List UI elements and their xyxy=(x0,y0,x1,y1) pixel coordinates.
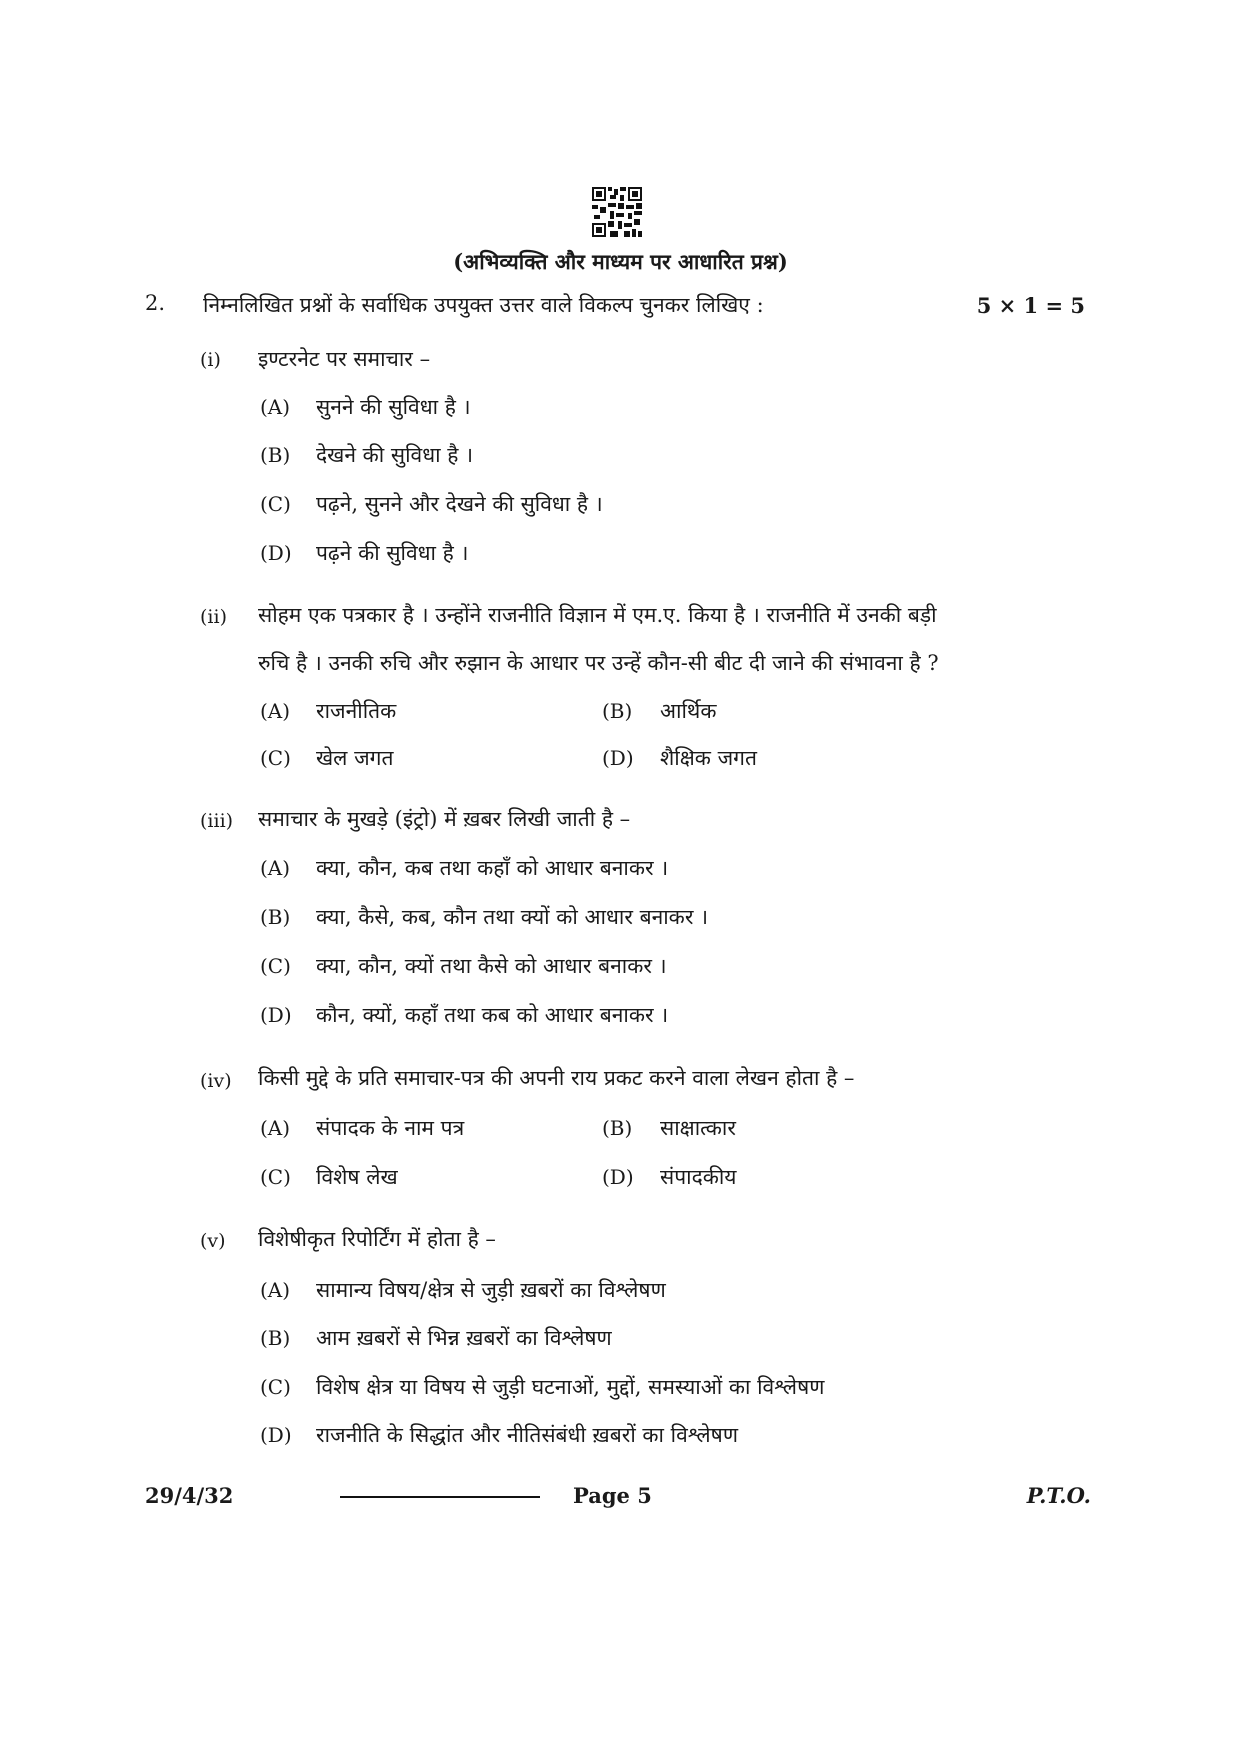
question-number: 2. xyxy=(145,291,166,315)
option-label: (C) xyxy=(260,492,291,516)
subquestion-number: (iii) xyxy=(200,810,234,832)
subquestion-text: समाचार के मुखड़े (इंट्रो) में ख़बर लिखी जाती है – xyxy=(258,807,631,831)
option-label: (C) xyxy=(260,1165,291,1189)
option-text: खेल जगत xyxy=(316,746,394,770)
option-label: (B) xyxy=(602,1116,633,1140)
subquestion-text: विशेषीकृत रिपोर्टिंग में होता है – xyxy=(258,1227,496,1251)
option-text: साक्षात्कार xyxy=(660,1116,736,1140)
page-number: Page 5 xyxy=(573,1483,652,1508)
question-instruction: निम्नलिखित प्रश्नों के सर्वाधिक उपयुक्त उत्तर वाले विकल्प चुनकर लिखिए : xyxy=(203,293,764,317)
option-text: देखने की सुविधा है । xyxy=(316,443,474,467)
subquestion-text: रुचि है । उनकी रुचि और रुझान के आधार पर उन्हें कौन-सी बीट दी जाने की संभावना है ? xyxy=(258,651,939,675)
option-label: (A) xyxy=(260,856,291,880)
option-label: (D) xyxy=(260,541,292,565)
option-text: विशेष लेख xyxy=(316,1165,398,1189)
option-text: सुनने की सुविधा है । xyxy=(316,395,471,419)
option-text: क्या, कैसे, कब, कौन तथा क्यों को आधार बनाकर । xyxy=(316,905,709,929)
section-title: (अभिव्यक्ति और माध्यम पर आधारित प्रश्न) xyxy=(453,249,788,274)
option-text: सामान्य विषय/क्षेत्र से जुड़ी ख़बरों का विश्लेषण xyxy=(316,1278,666,1302)
question-marks: 5 × 1 = 5 xyxy=(976,293,1085,318)
subquestion-number: (v) xyxy=(200,1230,226,1252)
option-text: संपादकीय xyxy=(660,1165,737,1189)
option-text: शैक्षिक जगत xyxy=(660,746,757,770)
option-text: राजनीतिक xyxy=(316,699,397,723)
option-label: (A) xyxy=(260,699,291,723)
option-text: आर्थिक xyxy=(660,699,717,723)
option-label: (A) xyxy=(260,1116,291,1140)
option-label: (D) xyxy=(260,1003,292,1027)
option-label: (B) xyxy=(260,1326,291,1350)
subquestion-text: सोहम एक पत्रकार है । उन्होंने राजनीति विज्ञान में एम.ए. किया है । राजनीति में उनकी बड़ी xyxy=(258,603,937,627)
subquestion-text: किसी मुद्दे के प्रति समाचार-पत्र की अपनी राय प्रकट करने वाला लेखन होता है – xyxy=(258,1066,855,1090)
pto-label: P.T.O. xyxy=(1026,1483,1091,1508)
option-label: (A) xyxy=(260,1278,291,1302)
option-text: कौन, क्यों, कहाँ तथा कब को आधार बनाकर । xyxy=(316,1003,669,1027)
option-label: (B) xyxy=(260,905,291,929)
option-text: विशेष क्षेत्र या विषय से जुड़ी घटनाओं, मुद्दों, समस्याओं का विश्लेषण xyxy=(316,1375,825,1399)
option-label: (B) xyxy=(602,699,633,723)
option-label: (C) xyxy=(260,954,291,978)
option-label: (D) xyxy=(602,1165,634,1189)
qr-code xyxy=(592,187,642,237)
option-label: (B) xyxy=(260,443,291,467)
option-text: क्या, कौन, कब तथा कहाँ को आधार बनाकर । xyxy=(316,856,669,880)
paper-code: 29/4/32 xyxy=(145,1483,234,1508)
option-label: (C) xyxy=(260,1375,291,1399)
option-label: (D) xyxy=(260,1423,292,1447)
subquestion-text: इण्टरनेट पर समाचार – xyxy=(258,347,431,371)
option-text: आम ख़बरों से भिन्न ख़बरों का विश्लेषण xyxy=(316,1326,612,1350)
option-text: पढ़ने की सुविधा है । xyxy=(316,541,469,565)
option-label: (A) xyxy=(260,395,291,419)
option-text: क्या, कौन, क्यों तथा कैसे को आधार बनाकर । xyxy=(316,954,667,978)
option-text: संपादक के नाम पत्र xyxy=(316,1116,465,1140)
footer-divider xyxy=(340,1496,540,1498)
subquestion-number: (i) xyxy=(200,349,221,371)
subquestion-number: (ii) xyxy=(200,606,227,628)
option-label: (C) xyxy=(260,746,291,770)
option-text: पढ़ने, सुनने और देखने की सुविधा है । xyxy=(316,492,603,516)
option-label: (D) xyxy=(602,746,634,770)
option-text: राजनीति के सिद्धांत और नीतिसंबंधी ख़बरों का विश्लेषण xyxy=(316,1423,738,1447)
subquestion-number: (iv) xyxy=(200,1070,232,1092)
